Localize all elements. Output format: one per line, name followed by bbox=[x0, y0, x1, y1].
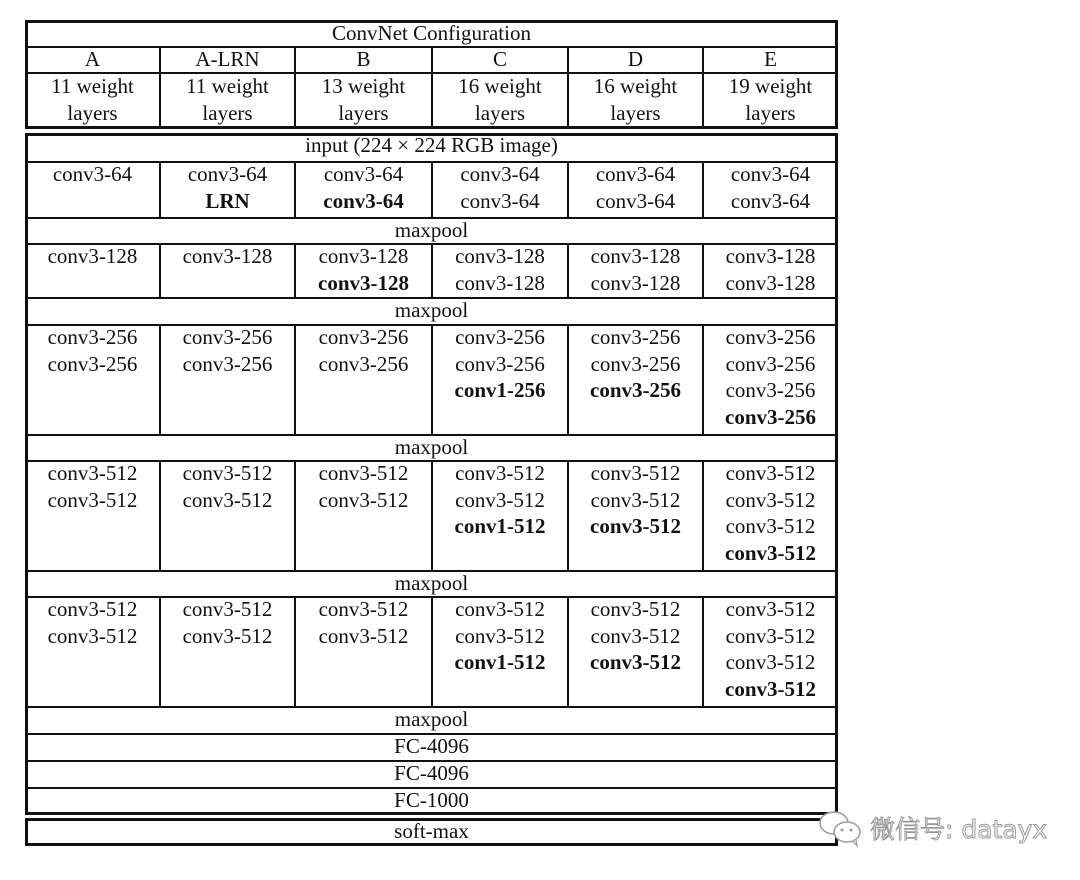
cell-line: soft-max bbox=[394, 819, 469, 843]
cell-line: conv3-512 bbox=[47, 597, 138, 621]
cell-line: conv3-64 bbox=[595, 188, 676, 213]
cell-line: conv3-128 bbox=[590, 244, 681, 268]
cell-line: conv3-512 bbox=[455, 623, 545, 648]
layer-cell bbox=[160, 596, 295, 649]
cell-line: conv3-256 bbox=[590, 325, 681, 349]
cell-line: 11 weight bbox=[51, 74, 134, 98]
cell-line: ConvNet Configuration bbox=[332, 21, 531, 45]
cell-line: 16 weight bbox=[593, 74, 678, 98]
cell-line: conv3-512 bbox=[182, 623, 273, 648]
cell-line: conv3-128 bbox=[455, 270, 545, 295]
cell-line: conv3-512 bbox=[725, 597, 816, 621]
cell-line: B bbox=[356, 47, 371, 71]
layer-cell bbox=[295, 161, 432, 214]
cell-line: conv3-64 bbox=[187, 162, 268, 186]
cell-line: conv3-512 bbox=[455, 487, 545, 512]
layer-cell bbox=[160, 324, 295, 377]
layer-row bbox=[25, 787, 838, 814]
cell-line: conv3-128 bbox=[318, 270, 409, 295]
cell-line: conv3-512 bbox=[725, 650, 816, 674]
layer-cell bbox=[568, 460, 703, 540]
layer-cell bbox=[568, 243, 703, 296]
maxpool-row bbox=[25, 706, 838, 733]
cell-line: conv3-512 bbox=[590, 597, 681, 621]
cell-line: conv3-64 bbox=[595, 162, 676, 186]
layer-cell bbox=[432, 596, 568, 676]
layer-cell bbox=[25, 596, 160, 649]
cell-line: maxpool bbox=[394, 707, 469, 731]
cell-line: C bbox=[492, 47, 507, 71]
cell-line: FC-4096 bbox=[394, 761, 469, 785]
table-title bbox=[25, 20, 838, 47]
cell-line: A-LRN bbox=[195, 47, 260, 71]
cell-line: layers bbox=[338, 100, 389, 125]
wechat-icon bbox=[818, 808, 864, 848]
layer-cell bbox=[703, 324, 838, 430]
cell-line: conv3-64 bbox=[323, 162, 404, 186]
cell-line: FC-4096 bbox=[394, 734, 469, 758]
cell-line: conv3-512 bbox=[725, 623, 816, 648]
cell-line: conv3-64 bbox=[460, 188, 540, 213]
layer-cell bbox=[703, 243, 838, 296]
cell-line: layers bbox=[610, 100, 661, 125]
watermark-text: 微信号: datayx bbox=[870, 815, 1048, 844]
cell-line: conv3-512 bbox=[47, 461, 138, 485]
cell-line: 16 weight bbox=[458, 74, 542, 98]
cell-line: conv3-128 bbox=[182, 244, 273, 268]
cell-line: maxpool bbox=[394, 218, 469, 242]
layer-cell bbox=[568, 596, 703, 676]
cell-line: conv3-512 bbox=[725, 514, 816, 538]
watermark bbox=[818, 808, 1047, 848]
column-name bbox=[160, 46, 295, 73]
cell-line: conv3-256 bbox=[725, 378, 816, 402]
column-name bbox=[295, 46, 432, 73]
layer-cell bbox=[432, 243, 568, 296]
layer-cell bbox=[432, 161, 568, 214]
cell-line: conv3-512 bbox=[318, 597, 409, 621]
column-description bbox=[25, 73, 160, 126]
cell-line: conv3-256 bbox=[318, 351, 409, 376]
cell-line: conv3-512 bbox=[47, 487, 138, 512]
column-name bbox=[568, 46, 703, 73]
cell-line: conv3-512 bbox=[182, 597, 273, 621]
cell-line: layers bbox=[745, 100, 796, 125]
cell-line: conv3-512 bbox=[318, 461, 409, 485]
cell-line: conv3-256 bbox=[590, 378, 681, 402]
layer-cell bbox=[432, 324, 568, 404]
cell-line: conv3-64 bbox=[460, 162, 540, 186]
cell-line: conv3-512 bbox=[455, 597, 545, 621]
layer-cell bbox=[160, 161, 295, 214]
cell-line: D bbox=[627, 47, 644, 71]
layer-cell bbox=[703, 460, 838, 566]
column-description bbox=[160, 73, 295, 126]
layer-row bbox=[25, 818, 838, 845]
cell-line: conv3-256 bbox=[725, 325, 816, 349]
cell-line: layers bbox=[202, 100, 253, 125]
cell-line: conv3-128 bbox=[725, 270, 816, 295]
cell-line: conv3-256 bbox=[590, 351, 681, 376]
cell-line: conv1-512 bbox=[454, 514, 546, 538]
cell-line: maxpool bbox=[394, 435, 469, 459]
cell-line: conv3-256 bbox=[47, 325, 138, 349]
layer-row bbox=[25, 733, 838, 760]
cell-line: conv3-512 bbox=[725, 487, 816, 512]
layer-cell bbox=[295, 460, 432, 513]
cell-line: 13 weight bbox=[321, 74, 406, 98]
cell-line: conv3-512 bbox=[182, 487, 273, 512]
layer-cell bbox=[568, 324, 703, 404]
cell-line: conv3-256 bbox=[725, 404, 816, 429]
cell-line: conv3-128 bbox=[590, 270, 681, 295]
layer-cell bbox=[295, 243, 432, 296]
cell-line: maxpool bbox=[394, 298, 469, 322]
maxpool-row bbox=[25, 217, 838, 244]
cell-line: conv3-256 bbox=[318, 325, 409, 349]
cell-line: conv3-256 bbox=[182, 325, 273, 349]
layer-row bbox=[25, 132, 838, 159]
cell-line: conv3-512 bbox=[590, 650, 681, 674]
column-description bbox=[432, 73, 568, 126]
cell-line: layers bbox=[67, 100, 118, 125]
column-description bbox=[703, 73, 838, 126]
layer-cell bbox=[703, 596, 838, 702]
layer-cell bbox=[295, 596, 432, 649]
layer-cell bbox=[25, 460, 160, 513]
cell-line: conv3-128 bbox=[725, 244, 816, 268]
cell-line: conv3-512 bbox=[725, 540, 816, 565]
layer-cell bbox=[25, 243, 160, 270]
layer-cell bbox=[160, 243, 295, 270]
layer-cell bbox=[25, 324, 160, 377]
maxpool-row bbox=[25, 297, 838, 324]
column-name bbox=[432, 46, 568, 73]
cell-line: conv3-128 bbox=[47, 244, 138, 268]
cell-line: conv3-64 bbox=[323, 188, 404, 213]
cell-line: conv3-512 bbox=[590, 623, 681, 648]
layer-cell bbox=[703, 161, 838, 214]
cell-line: conv3-256 bbox=[455, 351, 545, 376]
cell-line: LRN bbox=[205, 188, 250, 213]
cell-line: FC-1000 bbox=[394, 788, 469, 812]
layer-row bbox=[25, 760, 838, 787]
maxpool-row bbox=[25, 434, 838, 461]
cell-line: 19 weight bbox=[728, 74, 813, 98]
layer-cell bbox=[295, 324, 432, 377]
cell-line: conv3-256 bbox=[455, 325, 545, 349]
maxpool-row bbox=[25, 570, 838, 597]
cell-line: conv3-512 bbox=[590, 461, 681, 485]
cell-line: conv3-512 bbox=[590, 514, 681, 538]
layer-cell bbox=[568, 161, 703, 214]
cell-line: conv3-512 bbox=[725, 676, 816, 701]
layer-cell bbox=[25, 161, 160, 188]
cell-line: layers bbox=[474, 100, 526, 125]
cell-line: conv3-128 bbox=[455, 244, 545, 268]
cell-line: conv3-64 bbox=[52, 162, 133, 186]
cell-line: A bbox=[84, 47, 101, 71]
cell-line: conv3-64 bbox=[730, 162, 811, 186]
cell-line: conv3-512 bbox=[182, 461, 273, 485]
column-description bbox=[295, 73, 432, 126]
cell-line: 11 weight bbox=[186, 74, 269, 98]
layer-cell bbox=[160, 460, 295, 513]
cell-line: conv3-512 bbox=[47, 623, 138, 648]
column-name bbox=[25, 46, 160, 73]
cell-line: input (224 × 224 RGB image) bbox=[305, 133, 558, 157]
column-description bbox=[568, 73, 703, 126]
column-name bbox=[703, 46, 838, 73]
cell-line: conv1-512 bbox=[454, 650, 546, 674]
cell-line: conv3-256 bbox=[47, 351, 138, 376]
cell-line: conv3-64 bbox=[730, 188, 811, 213]
cell-line: maxpool bbox=[394, 571, 469, 595]
cell-line: conv3-256 bbox=[182, 351, 273, 376]
cell-line: conv3-256 bbox=[725, 351, 816, 376]
cell-line: conv3-512 bbox=[318, 487, 409, 512]
layer-cell bbox=[432, 460, 568, 540]
cell-line: E bbox=[764, 47, 777, 71]
cell-line: conv3-512 bbox=[455, 461, 545, 485]
cell-line: conv3-128 bbox=[318, 244, 409, 268]
cell-line: conv3-512 bbox=[318, 623, 409, 648]
cell-line: conv3-512 bbox=[590, 487, 681, 512]
cell-line: conv1-256 bbox=[454, 378, 546, 402]
cell-line: conv3-512 bbox=[725, 461, 816, 485]
